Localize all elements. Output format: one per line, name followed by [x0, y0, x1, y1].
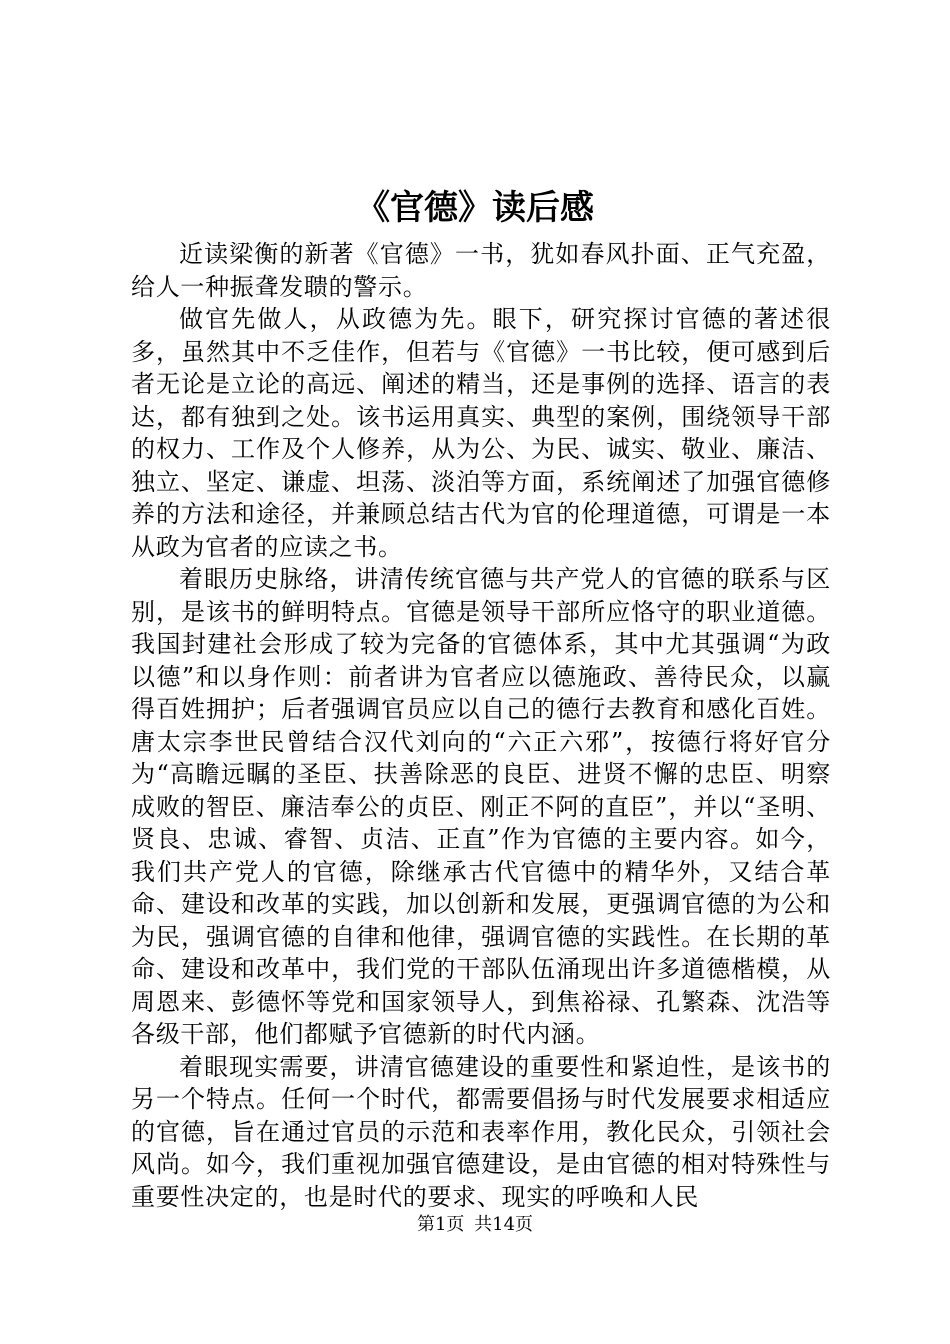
paragraph-history: 着眼历史脉络，讲清传统官德与共产党人的官德的联系与区别，是该书的鲜明特点。官德是领导干部所应恪守的职业道德。我国封建社会形成了较为完备的官德体系，其中尤其强调“为政以德”和以身作则：前者讲为官者应以德施政、善待民众，以赢得百姓拥护；后者强调官员应以自己的德行去教育和感化百姓。唐太宗李世民曾结合汉代刘向的“六正六邪”，按德行将好官分为“高瞻远瞩的圣臣、扶善除恶的良臣、进贤不懈的忠臣、明察成败的智臣、廉洁奉公的贞臣、刚正不阿的直臣”，并以“圣明、贤良、忠诚、睿智、贞洁、正直”作为官德的主要内容。如今，我们共产党人的官德，除继承古代官德中的精华外，又结合革命、建设和改革的实践，加以创新和发展，更强调官德的为公和为民，强调官德的自律和他律，强调官德的实践性。在长期的革命、建设和改革中，我们党的干部队伍涌现出许多道德楷模，从周恩来、彭德怀等党和国家领导人，到焦裕禄、孔繁森、沈浩等各级干部，他们都赋予官德新的时代内涵。: [131, 565, 831, 1048]
page-total: 共14页: [474, 1214, 534, 1235]
paragraph-overview: 做官先做人，从政德为先。眼下，研究探讨官德的著述很多，虽然其中不乏佳作，但若与《官德》一书比较，便可感到后者无论是立论的高远、阐述的精当，还是事例的选择、语言的表达，都有独到之处。该书运用真实、典型的案例，围绕领导干部的权力、工作及个人修养，从为公、为民、诚实、敬业、廉洁、独立、坚定、谦虚、坦荡、淡泊等方面，系统阐述了加强官德修养的方法和途径，并兼顾总结古代为官的伦理道德，可谓是一本从政为官者的应读之书。: [131, 305, 831, 561]
document-title: 《官德》读后感: [356, 188, 594, 228]
page-number: 第1页: [416, 1214, 465, 1235]
paragraph-reality: 着眼现实需要，讲清官德建设的重要性和紧迫性，是该书的另一个特点。任何一个时代，都需要倡扬与时代发展要求相适应的官德，旨在通过官员的示范和表率作用，教化民众，引领社会风尚。如今，我们重视加强官德建设，是由官德的相对特殊性与重要性决定的，也是时代的要求、现实的呼唤和人民: [131, 1052, 831, 1211]
page-footer: [0, 1213, 950, 1237]
paragraph-intro: 近读梁衡的新著《官德》一书，犹如春风扑面、正气充盈，给人一种振聋发聩的警示。: [131, 240, 831, 301]
document-body: [131, 238, 831, 1213]
